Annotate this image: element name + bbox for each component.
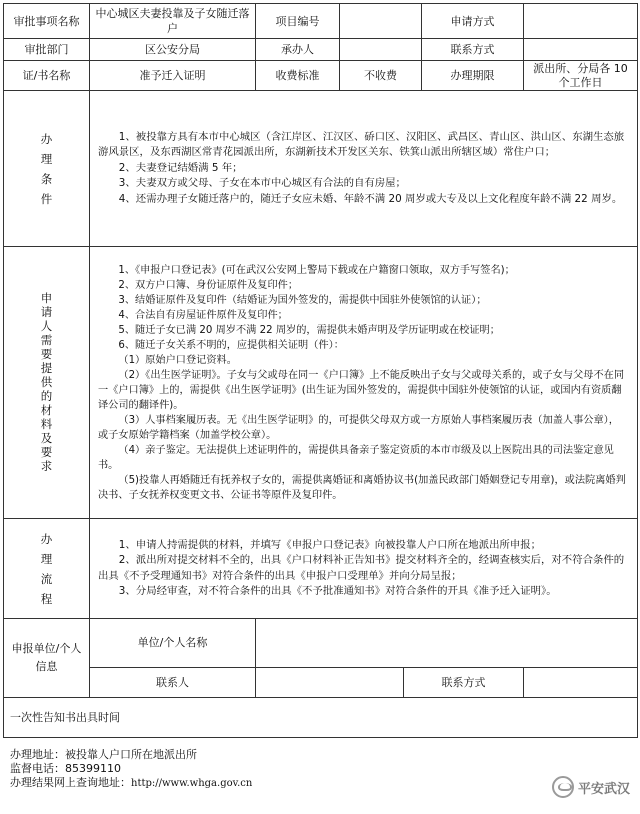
process-item: 2、派出所对提交材料不全的，出具《户口材料补正告知书》提交材料齐全的，经调查核实后，对不符合条件的出具《不予受理通知书》对符合条件的出具《申报户口受理单》并向分局呈报； xyxy=(98,554,625,582)
handler-label: 承办人 xyxy=(256,39,340,61)
phone-value: 85399110 xyxy=(65,762,121,775)
applicant-contact-label: 联系方式 xyxy=(404,668,524,698)
footer-info xyxy=(10,748,252,791)
contact-method-value xyxy=(524,39,638,61)
handler-value xyxy=(340,39,422,61)
material-item: （4）亲子鉴定。无法提供上述证明件的，需提供具备亲子鉴定资质的本市市级及以上医院出具的司法鉴定意见书。 xyxy=(98,444,614,471)
process-label: 办理流程 xyxy=(4,519,90,619)
contact-person-label: 联系人 xyxy=(90,668,256,698)
unit-name-value[interactable] xyxy=(256,619,638,668)
applicant-info-label: 申报单位/个人信息 xyxy=(4,619,90,698)
item-name-label: 审批事项名称 xyxy=(4,4,90,39)
material-item: 3、结婚证原件及复印件（结婚证为国外签发的，需提供中国驻外使领馆的认证）； xyxy=(118,294,487,306)
fee-value: 不收费 xyxy=(340,61,422,91)
material-item: （2）《出生医学证明》。子女与父或母在同一《户口簿》上不能反映出子女与父或母关系的，或子女与父母不在同一《户口簿》上的，需提供《出生医学证明》(出生证为国外签发的，需提供中国驻外使领馆的认证，或国内有资质翻译公司的翻译件)。 xyxy=(98,369,625,411)
material-item: （1）原始户口登记资料。 xyxy=(118,354,237,366)
materials-content xyxy=(90,247,638,519)
project-code-value xyxy=(340,4,422,39)
wechat-icon xyxy=(552,776,574,798)
material-item: （3）人事档案履历表。无《出生医学证明》的，可提供父母双方或一方原始人事档案履历表（加盖人事公章），或子女原始学籍档案（加盖学校公章）。 xyxy=(98,414,619,441)
process-item: 1、申请人持需提供的材料，并填写《申报户口登记表》向被投靠人户口所在地派出所申报； xyxy=(118,538,542,551)
material-item: 4、合法自有房屋证件原件及复印件； xyxy=(118,309,288,321)
condition-item: 4、还需办理子女随迁落户的，随迁子女应未婚、年龄不满 20 周岁或大专及以上文化程度年龄不满 22 周岁。 xyxy=(118,192,623,205)
approval-notice-form xyxy=(3,3,638,738)
watermark-logo xyxy=(552,776,630,798)
apply-method-label: 申请方式 xyxy=(422,4,524,39)
period-value: 派出所、分局各 10 个工作日 xyxy=(524,61,638,91)
item-name-value: 中心城区夫妻投靠及子女随迁落户 xyxy=(90,4,256,39)
contact-method-label: 联系方式 xyxy=(422,39,524,61)
condition-item: 1、被投靠方具有本市中心城区（含江岸区、江汉区、硚口区、汉阳区、武昌区、青山区、洪山区、东湖生态旅游风景区，及东西湖区常青花园派出所，东湖新技术开发区关东、铁箕山派出所辖区域）常住户口； xyxy=(98,130,625,159)
url-line: 办理结果网上查询地址：http://www.whga.gov.cn xyxy=(10,776,253,789)
process-item: 3、分局经审查，对不符合条件的出具《不予批准通知书》对符合条件的开具《准予迁入证明》。 xyxy=(118,585,557,597)
applicant-contact-value[interactable] xyxy=(524,668,638,698)
conditions-label: 办理条件 xyxy=(4,91,90,247)
query-url-link[interactable]: http://www.whga.gov.cn xyxy=(131,778,253,789)
material-item: （5)投靠人再婚随迁有抚养权子女的，需提供离婚证和离婚协议书(加盖民政部门婚姻登记专用章)，或法院离婚判决书、子女抚养权变更文书、公证书等原件及复印件。 xyxy=(98,474,626,501)
apply-method-value xyxy=(524,4,638,39)
period-label: 办理期限 xyxy=(422,61,524,91)
material-item: 2、双方户口簿、身份证原件及复印件； xyxy=(118,279,299,291)
watermark-text: 平安武汉 xyxy=(577,781,630,797)
materials-label: 申请人需要提供的材料及要求 xyxy=(4,247,90,519)
material-item: 6、随迁子女关系不明的，应提供相关证明（件）： xyxy=(118,339,344,351)
notice-time-label: 一次性告知书出具时间 xyxy=(4,698,638,738)
address-line: 办理地址：被投靠人户口所在地派出所 xyxy=(10,748,197,761)
material-item: 5、随迁子女已满 20 周岁不满 22 周岁的，需提供未婚声明及学历证明或在校证明； xyxy=(118,324,500,336)
dept-label: 审批部门 xyxy=(4,39,90,61)
contact-person-value[interactable] xyxy=(256,668,404,698)
fee-label: 收费标准 xyxy=(256,61,340,91)
certificate-value: 准予迁入证明 xyxy=(90,61,256,91)
phone-line: 监督电话：85399110 xyxy=(10,762,121,775)
process-content xyxy=(90,519,638,619)
conditions-content xyxy=(90,91,638,247)
material-item: 1、《申报户口登记表》(可在武汉公安网上警局下载或在户籍窗口领取，双方手写签名)； xyxy=(118,264,515,276)
certificate-label: 证/书名称 xyxy=(4,61,90,91)
condition-item: 3、夫妻双方或父母、子女在本市中心城区有合法的自有房屋； xyxy=(118,177,406,190)
project-code-label: 项目编号 xyxy=(256,4,340,39)
condition-item: 2、夫妻登记结婚满 5 年； xyxy=(118,161,243,174)
unit-name-label: 单位/个人名称 xyxy=(90,619,256,668)
dept-value: 区公安分局 xyxy=(90,39,256,61)
